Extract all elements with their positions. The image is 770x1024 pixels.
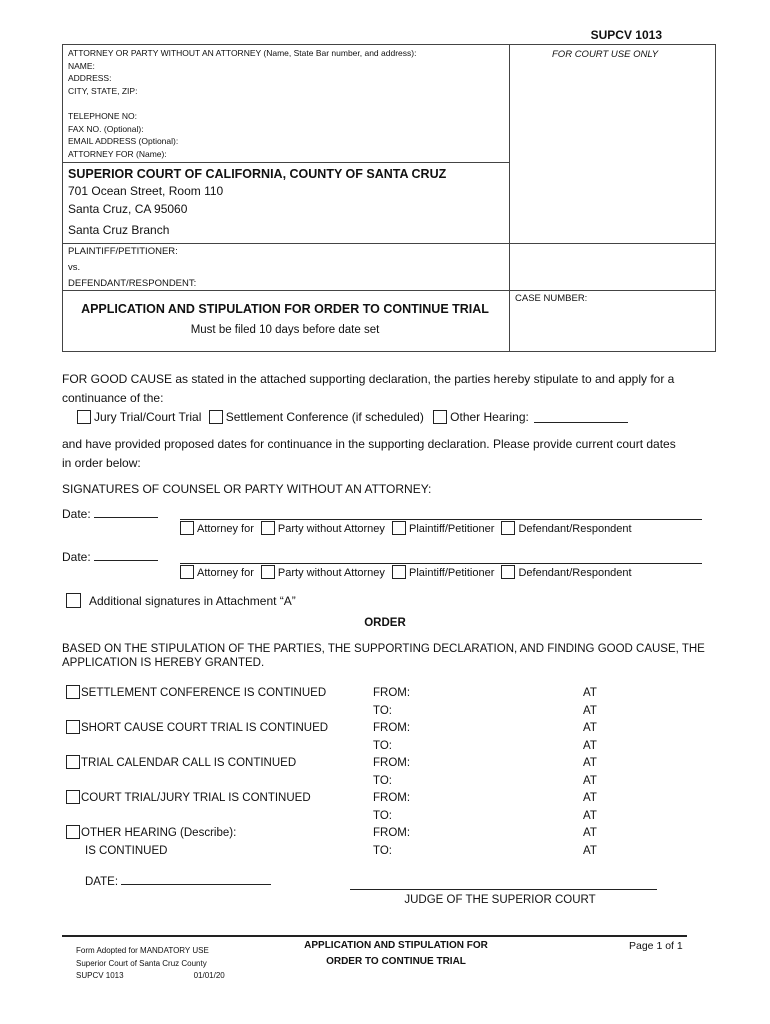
footer-title-line-1: APPLICATION AND STIPULATION FOR bbox=[304, 940, 488, 951]
at-label: AT bbox=[583, 722, 597, 734]
attorney-heading: ATTORNEY OR PARTY WITHOUT AN ATTORNEY (Name, State Bar number, and address): bbox=[68, 48, 417, 58]
court-address-line-1: 701 Ocean Street, Room 110 bbox=[68, 184, 224, 198]
order-item-label: SETTLEMENT CONFERENCE IS CONTINUED bbox=[81, 687, 327, 699]
court-name: SUPERIOR COURT OF CALIFORNIA, COUNTY OF SANTA CRUZ bbox=[68, 167, 447, 181]
to-label: TO: bbox=[373, 844, 392, 857]
court-branch: Santa Cruz Branch bbox=[68, 223, 170, 237]
plaintiff-checkbox[interactable] bbox=[392, 521, 406, 535]
signature-date-1 bbox=[62, 505, 158, 524]
attorney-for-option: Attorney for bbox=[197, 523, 254, 535]
jury-trial-checkbox[interactable] bbox=[77, 410, 91, 424]
footer-adopted: Form Adopted for MANDATORY USE bbox=[76, 946, 209, 955]
case-number-label: CASE NUMBER: bbox=[515, 293, 588, 304]
other-hearing-label: Other Hearing: bbox=[450, 410, 529, 424]
defendant-option: Defendant/Respondent bbox=[518, 567, 632, 579]
order-item-checkbox[interactable] bbox=[66, 720, 80, 734]
order-item-5 bbox=[66, 825, 236, 860]
plaintiff-option: Plaintiff/Petitioner bbox=[408, 567, 495, 579]
order-item-label: TRIAL CALENDAR CALL IS CONTINUED bbox=[81, 757, 297, 769]
other-hearing-field[interactable] bbox=[534, 422, 628, 423]
signatures-heading: SIGNATURES OF COUNSEL OR PARTY WITHOUT AN ATTORNEY: bbox=[62, 482, 432, 496]
from-label: FROM: bbox=[373, 722, 411, 734]
defendant-label: DEFENDANT/RESPONDENT: bbox=[68, 278, 197, 289]
address-label: ADDRESS: bbox=[68, 73, 112, 83]
at-label: AT bbox=[583, 827, 597, 839]
at-label: AT bbox=[583, 687, 597, 699]
judge-signature-line[interactable] bbox=[350, 889, 657, 890]
attorney-for-checkbox[interactable] bbox=[180, 565, 194, 579]
order-date-label: DATE: bbox=[85, 876, 119, 888]
to-label: TO: bbox=[373, 739, 392, 752]
at-column bbox=[583, 685, 597, 860]
plaintiff-checkbox[interactable] bbox=[392, 565, 406, 579]
footer-date: 01/01/20 bbox=[193, 971, 225, 980]
signature-date-2 bbox=[62, 548, 158, 567]
city-state-zip-label: CITY, STATE, ZIP: bbox=[68, 85, 138, 96]
order-item-1 bbox=[66, 685, 326, 703]
date-field-2[interactable] bbox=[94, 560, 158, 561]
party-without-attorney-option: Party without Attorney bbox=[277, 523, 385, 535]
order-item-label: SHORT CAUSE COURT TRIAL IS CONTINUED bbox=[81, 722, 329, 734]
at-label: AT bbox=[583, 809, 597, 822]
plaintiff-label: PLAINTIFF/PETITIONER: bbox=[68, 246, 178, 257]
email-label: EMAIL ADDRESS (Optional): bbox=[68, 136, 179, 146]
from-to-column bbox=[373, 685, 410, 860]
footer-left bbox=[76, 945, 225, 983]
defendant-checkbox[interactable] bbox=[501, 521, 515, 535]
footer-title-line-2: ORDER TO CONTINUE TRIAL bbox=[326, 956, 466, 967]
date-label: Date: bbox=[62, 550, 91, 564]
party-without-attorney-option: Party without Attorney bbox=[277, 567, 385, 579]
from-label: FROM: bbox=[373, 827, 411, 839]
order-item-checkbox[interactable] bbox=[66, 790, 80, 804]
footer-rule bbox=[62, 935, 687, 937]
court-address-line-2: Santa Cruz, CA 95060 bbox=[68, 202, 188, 216]
order-item-4 bbox=[66, 790, 311, 808]
intro-line-1: FOR GOOD CAUSE as stated in the attached supporting declaration, the parties hereby stipulate to and apply for a bbox=[62, 372, 675, 386]
settlement-conference-checkbox[interactable] bbox=[209, 410, 223, 424]
at-label: AT bbox=[583, 844, 597, 857]
additional-signatures-checkbox[interactable] bbox=[66, 593, 81, 608]
telephone-label: TELEPHONE NO: bbox=[68, 111, 137, 121]
footer-form-code: SUPCV 1013 bbox=[76, 971, 124, 980]
at-label: AT bbox=[583, 739, 597, 752]
signature-options-1 bbox=[180, 521, 636, 535]
order-text-line-2: APPLICATION IS HEREBY GRANTED. bbox=[62, 657, 265, 669]
order-item-checkbox[interactable] bbox=[66, 825, 80, 839]
fax-label: FAX NO. (Optional): bbox=[68, 123, 144, 134]
attorney-for-option: Attorney for bbox=[197, 567, 254, 579]
at-label: AT bbox=[583, 704, 597, 717]
signature-options-2 bbox=[180, 565, 636, 579]
to-label: TO: bbox=[373, 774, 392, 787]
defendant-checkbox[interactable] bbox=[501, 565, 515, 579]
order-item-3 bbox=[66, 755, 296, 773]
settlement-conference-label: Settlement Conference (if scheduled) bbox=[225, 410, 424, 424]
from-label: FROM: bbox=[373, 757, 411, 769]
name-label: NAME: bbox=[68, 60, 95, 71]
jury-trial-label: Jury Trial/Court Trial bbox=[94, 410, 202, 424]
contact-block bbox=[68, 110, 178, 160]
attorney-block bbox=[68, 47, 416, 97]
form-title: APPLICATION AND STIPULATION FOR ORDER TO CONTINUE TRIAL bbox=[81, 302, 489, 316]
vs-label: vs. bbox=[68, 262, 81, 273]
party-without-attorney-checkbox[interactable] bbox=[261, 565, 275, 579]
at-label: AT bbox=[583, 774, 597, 787]
order-item-label: OTHER HEARING (Describe): bbox=[81, 827, 237, 839]
party-without-attorney-checkbox[interactable] bbox=[261, 521, 275, 535]
parties-block bbox=[68, 244, 196, 292]
case-number-field[interactable] bbox=[512, 308, 710, 346]
order-text-line-1: BASED ON THE STIPULATION OF THE PARTIES, THE SUPPORTING DECLARATION, AND FINDING GOOD CAUSE, THE bbox=[62, 643, 705, 655]
order-item-checkbox[interactable] bbox=[66, 755, 80, 769]
order-item-label: COURT TRIAL/JURY TRIAL IS CONTINUED bbox=[81, 792, 311, 804]
defendant-option: Defendant/Respondent bbox=[518, 523, 632, 535]
order-item-2 bbox=[66, 720, 328, 738]
dates-line-1: and have provided proposed dates for continuance in the supporting declaration. Please provide current court dates bbox=[62, 437, 676, 451]
additional-signatures-label: Additional signatures in Attachment “A” bbox=[89, 594, 296, 608]
order-date bbox=[85, 876, 271, 888]
order-heading: ORDER bbox=[364, 617, 406, 629]
date-label: Date: bbox=[62, 507, 91, 521]
stipulation-intro bbox=[62, 370, 722, 408]
signature-line-1[interactable] bbox=[180, 519, 702, 520]
from-label: FROM: bbox=[373, 792, 411, 804]
additional-signatures bbox=[66, 592, 296, 611]
at-label: AT bbox=[583, 757, 597, 769]
attorney-for-checkbox[interactable] bbox=[180, 521, 194, 535]
intro-line-2: continuance of the: bbox=[62, 391, 164, 405]
dates-line-2: in order below: bbox=[62, 456, 141, 470]
plaintiff-option: Plaintiff/Petitioner bbox=[408, 523, 495, 535]
to-label: TO: bbox=[373, 809, 392, 822]
footer-court: Superior Court of Santa Cruz County bbox=[76, 958, 207, 968]
form-code: SUPCV 1013 bbox=[590, 28, 662, 42]
dates-paragraph bbox=[62, 435, 732, 473]
from-label: FROM: bbox=[373, 687, 411, 699]
date-field-1[interactable] bbox=[94, 517, 158, 518]
order-item-checkbox[interactable] bbox=[66, 685, 80, 699]
signature-line-2[interactable] bbox=[180, 563, 702, 564]
order-item-label-2: IS CONTINUED bbox=[85, 844, 168, 857]
court-use-label: FOR COURT USE ONLY bbox=[552, 49, 659, 60]
attorney-for-label: ATTORNEY FOR (Name): bbox=[68, 148, 167, 159]
judge-label: JUDGE OF THE SUPERIOR COURT bbox=[404, 894, 596, 906]
order-text bbox=[62, 642, 732, 670]
order-date-field[interactable] bbox=[121, 884, 271, 885]
continuance-options bbox=[77, 408, 628, 427]
other-hearing-checkbox[interactable] bbox=[433, 410, 447, 424]
page-number: Page 1 of 1 bbox=[629, 940, 683, 952]
footer-title bbox=[280, 938, 512, 970]
form-subtitle: Must be filed 10 days before date set bbox=[190, 324, 380, 336]
to-label: TO: bbox=[373, 704, 392, 717]
at-label: AT bbox=[583, 792, 597, 804]
